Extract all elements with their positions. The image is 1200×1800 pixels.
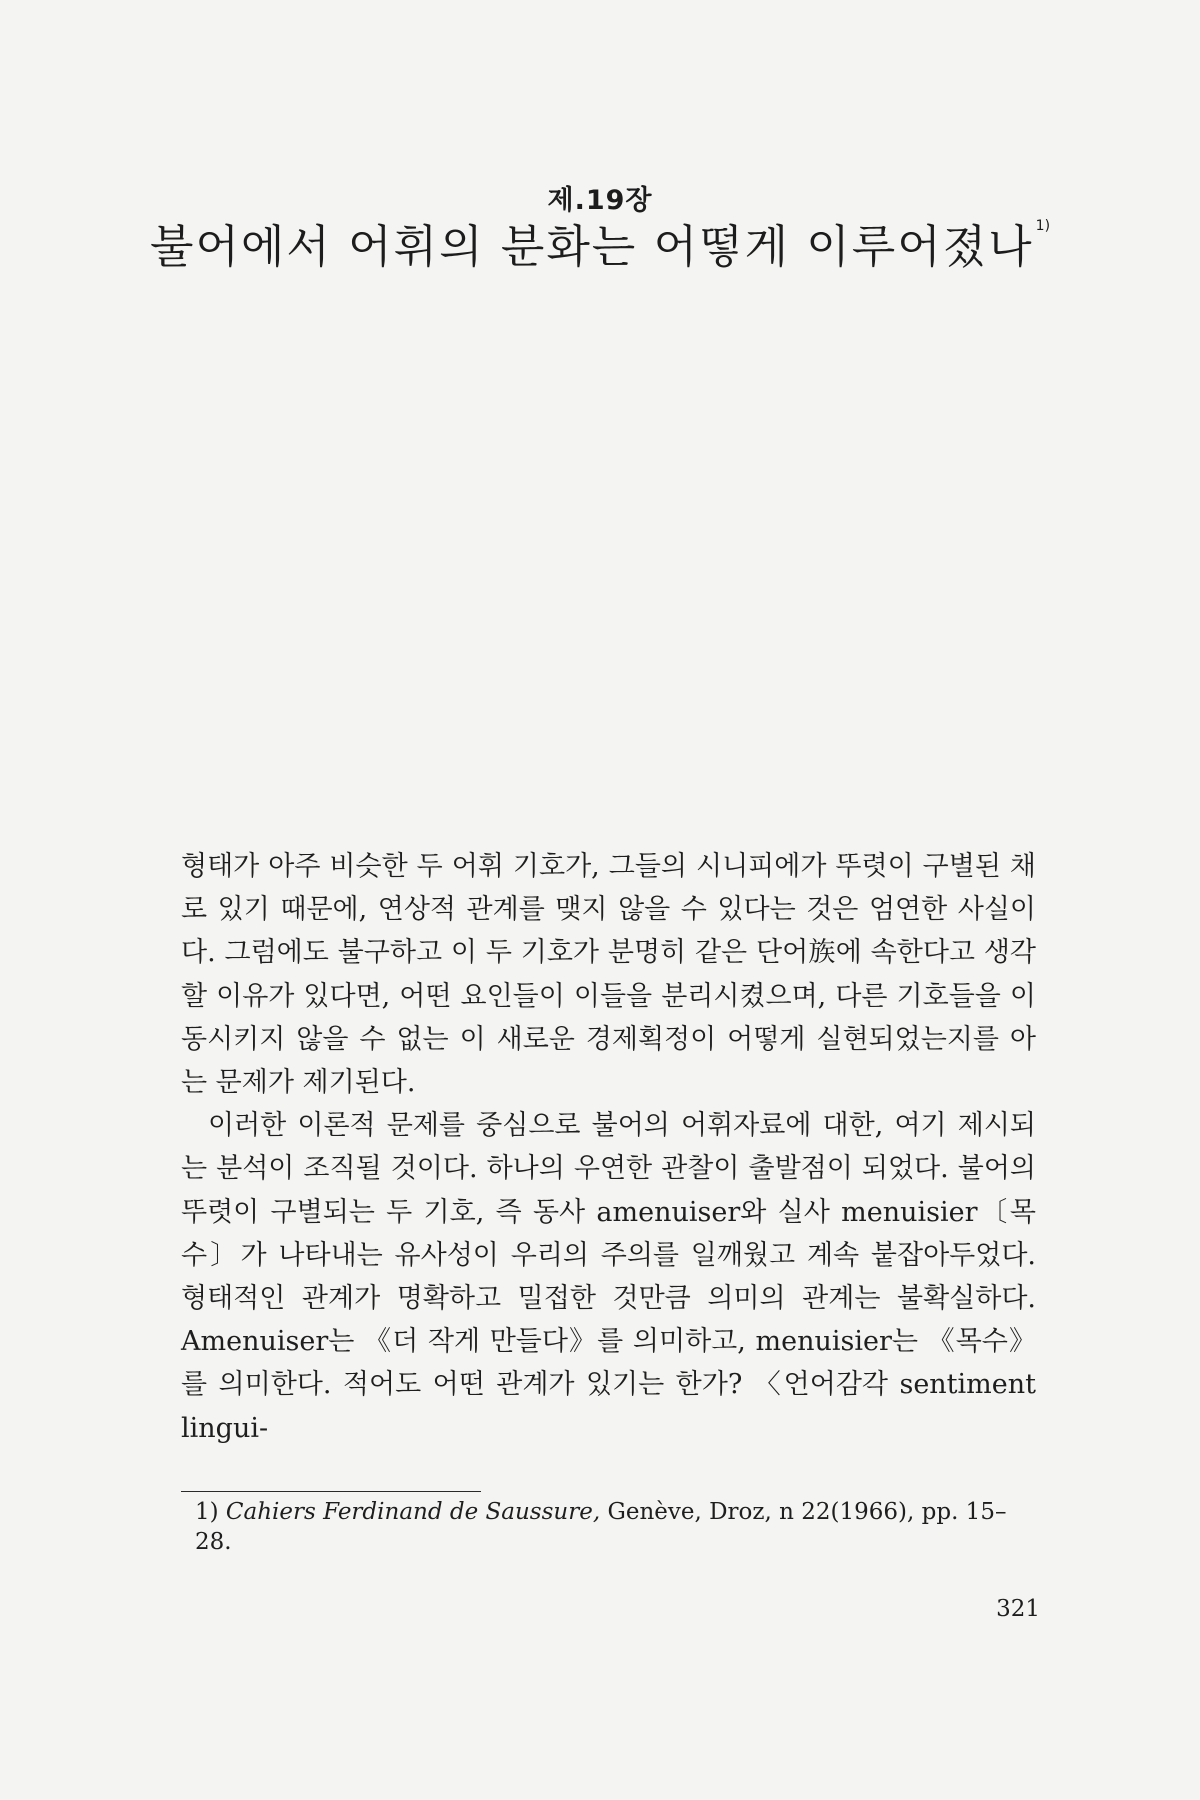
footnote-number: 1) <box>195 1499 219 1525</box>
footnote-source-details: Genève, Droz, n 22(1966), pp. 15–28. <box>195 1499 1007 1555</box>
chapter-title <box>0 210 1200 275</box>
footnote <box>195 1497 1035 1557</box>
page-number: 321 <box>996 1596 1040 1622</box>
body-text <box>181 845 1036 1450</box>
paragraph: 형태가 아주 비슷한 두 어휘 기호가, 그들의 시니피에가 뚜렷이 구별된 채로 있기 때문에, 연상적 관계를 맺지 않을 수 있다는 것은 엄연한 사실이다. 그럼에도 불구하고 이 두 기호가 분명히 같은 단어族에 속한다고 생각할 이유가 있다면, 어떤 요인들이 이들을 분리시켰으며, 다른 기호들을 이동시키지 않을 수 없는 이 새로운 경제획정이 어떻게 실현되었는지를 아는 문제가 제기된다. <box>181 851 1036 1099</box>
chapter-title-text: 불어에서 어휘의 분화는 어떻게 이루어졌나 <box>149 220 1034 273</box>
footnote-marker: 1) <box>1035 218 1051 234</box>
footnote-source-title: Cahiers Ferdinand de Saussure, <box>225 1499 601 1525</box>
paragraph: 이러한 이론적 문제를 중심으로 불어의 어휘자료에 대한, 여기 제시되는 분석이 조직될 것이다. 하나의 우연한 관찰이 출발점이 되었다. 불어의 뚜렷이 구별되는 두 기호, 즉 동사 amenuiser와 실사 menuisier〔목수〕가 나타내는 유사성이 우리의 주의를 일깨웠고 계속 붙잡아두었다. 형태적인 관계가 명확하고 밀접한 것만큼 의미의 관계는 불확실하다. Amenuiser는 《더 작게 만들다》를 의미하고, menuisier는 《목수》를 의미한다. 적어도 어떤 관계가 있기는 한가? 〈언어감각 sentiment lingui- <box>181 1110 1036 1444</box>
footnote-divider <box>181 1491 481 1492</box>
chapter-label: 제.19장 <box>547 185 653 216</box>
